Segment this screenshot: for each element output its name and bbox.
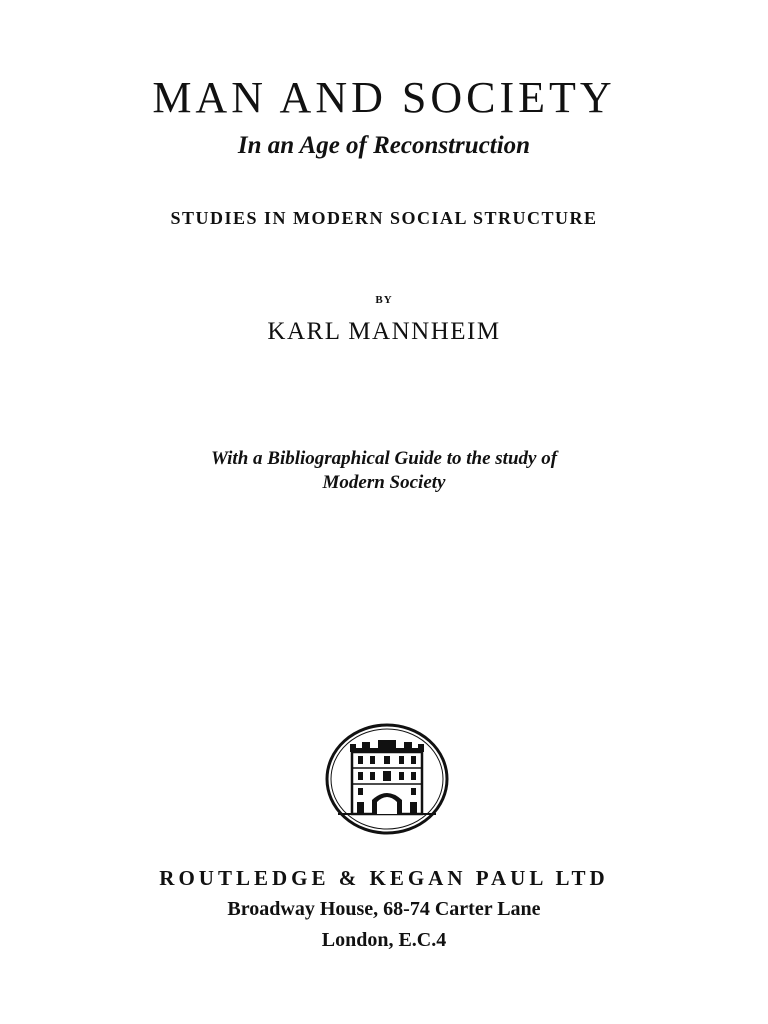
book-subtitle: In an Age of Reconstruction: [237, 132, 531, 159]
publisher-address-line-2: London, E.C.4: [321, 929, 447, 951]
bibliography-note-line-1: With a Bibliographical Guide to the study of: [210, 448, 558, 469]
publisher-name: ROUTLEDGE & KEGAN PAUL LTD: [159, 866, 609, 890]
gatehouse-emblem-icon: [324, 722, 450, 836]
author-name: KARL MANNHEIM: [267, 318, 501, 345]
by-label: BY: [375, 294, 393, 306]
bibliography-note-line-2: Modern Society: [322, 472, 446, 493]
publisher-address-line-1: Broadway House, 68-74 Carter Lane: [227, 898, 541, 920]
series-title: STUDIES IN MODERN SOCIAL STRUCTURE: [170, 208, 598, 228]
book-title: MAN AND SOCIETY: [152, 73, 616, 122]
